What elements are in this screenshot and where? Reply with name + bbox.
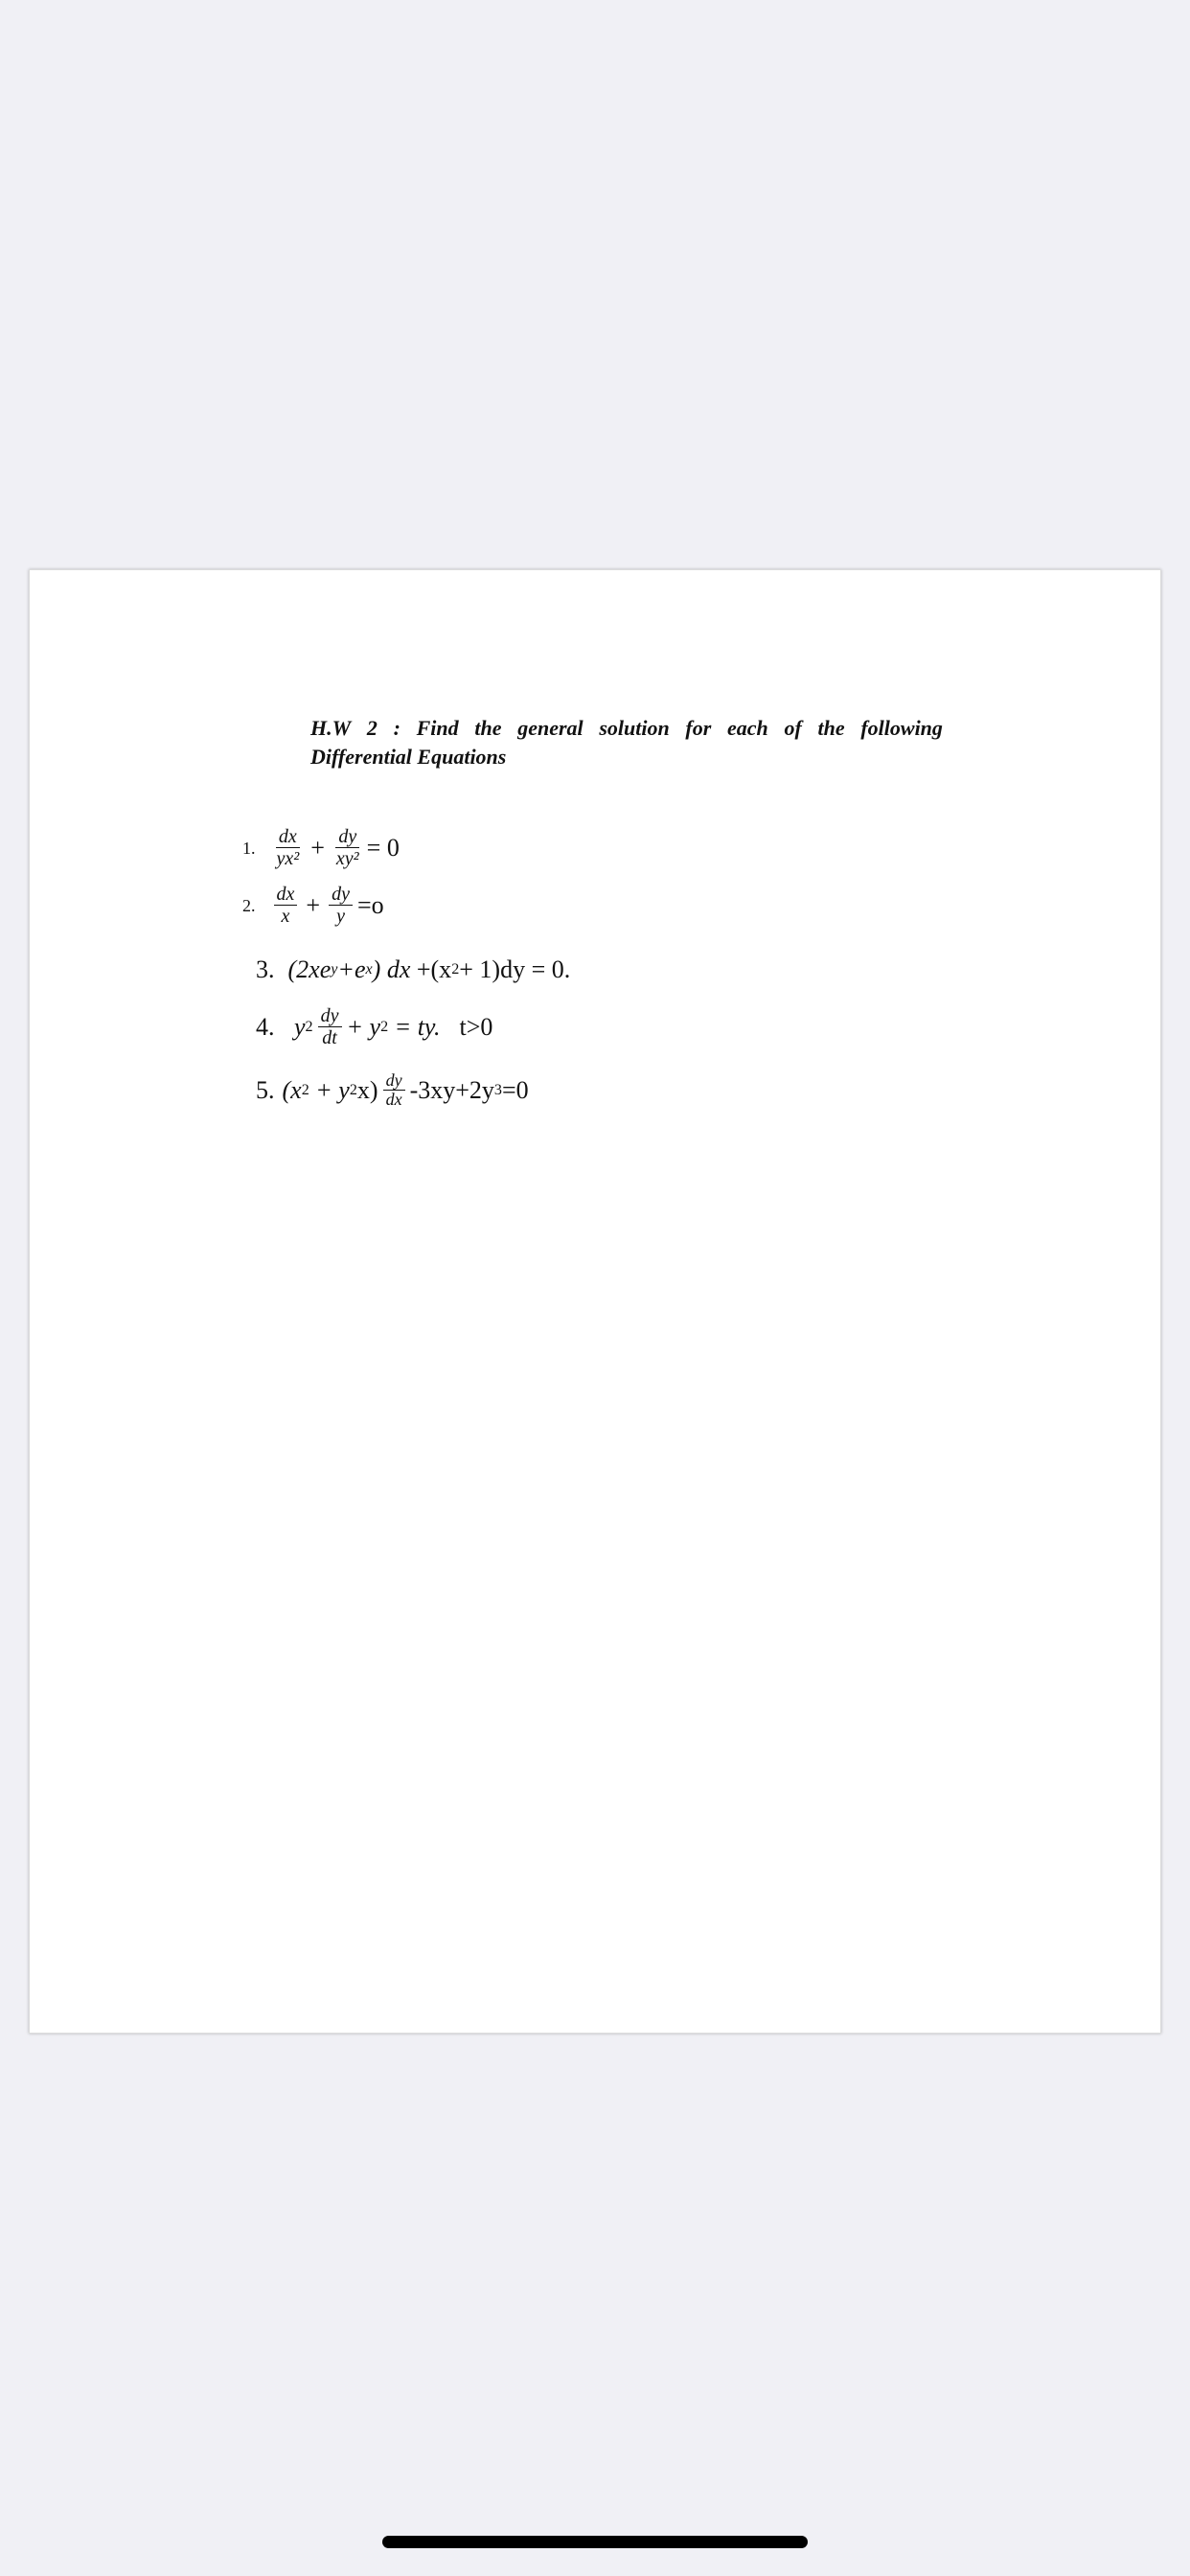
term: ) dx [372, 955, 411, 983]
equation-number: 1. [242, 838, 256, 858]
heading-word: H.W [310, 716, 352, 740]
term: +e [337, 955, 366, 983]
heading-word: each [727, 716, 768, 740]
denominator: xy² [335, 848, 359, 869]
assignment-heading [310, 714, 943, 771]
numerator: dx [276, 827, 300, 848]
heading-word: for [685, 716, 712, 740]
heading-line-1 [310, 714, 943, 743]
denominator: dx [385, 1089, 402, 1109]
fraction [383, 1071, 405, 1110]
term: + 1)dy = 0. [459, 955, 571, 983]
heading-word: of [784, 716, 802, 740]
numerator: dy [318, 1006, 342, 1027]
numerator: dy [329, 885, 353, 906]
equation-2 [242, 885, 384, 927]
equation-1 [242, 827, 400, 869]
equation-3: 3. (2xe y +e x ) dx +(x 2 + 1)dy = 0. [256, 955, 571, 983]
heading-word: the [817, 716, 845, 740]
heading-word: general [517, 716, 584, 740]
equation-4: 4. y 2 $\frac{dy}{dt}$ + y 2 = ty. t>0 [256, 1005, 493, 1048]
equation-tail: =o [356, 891, 384, 919]
heading-word: following [860, 716, 943, 740]
heading-word: 2 [366, 716, 378, 740]
term: -3xy+2y [409, 1075, 494, 1104]
term: +(x [416, 955, 452, 983]
term: (x [282, 1075, 302, 1104]
exponent: y [331, 961, 338, 978]
denominator: x [281, 906, 290, 927]
denominator: y [336, 906, 345, 927]
fraction [274, 827, 303, 869]
heading-word: : [393, 716, 400, 740]
term: x) [356, 1075, 378, 1104]
numerator: dy [335, 827, 359, 848]
equation-tail: = 0 [366, 834, 400, 862]
heading-line-2: Differential Equations [310, 745, 507, 769]
equation-number: 5. [256, 1075, 275, 1104]
home-indicator[interactable] [382, 2536, 808, 2548]
numerator: dx [274, 885, 298, 906]
term: + y [346, 1013, 381, 1041]
exponent: x [365, 961, 373, 978]
numerator: dy [383, 1071, 405, 1091]
denominator: dt [322, 1027, 337, 1048]
fraction [274, 885, 298, 927]
condition: t>0 [459, 1013, 493, 1041]
term: (2xe [287, 955, 332, 983]
document-page [29, 569, 1161, 2034]
term: = ty. [394, 1013, 441, 1041]
equation-5: 5. (x 2 + y 2 x) $\frac{dy}{dx}$ -3xy+2y 3 =0 [256, 1070, 529, 1109]
term: y [294, 1013, 306, 1041]
heading-word: solution [599, 716, 670, 740]
denominator: yx² [276, 848, 300, 869]
heading-word: Find [416, 716, 459, 740]
equation-number: 3. [256, 955, 275, 983]
fraction [318, 1006, 342, 1048]
equation-number: 2. [242, 895, 256, 915]
equation-number: 4. [256, 1013, 275, 1041]
fraction [329, 885, 353, 927]
term: =0 [501, 1075, 529, 1104]
fraction [333, 827, 362, 869]
operator: + [306, 891, 321, 919]
heading-word: the [474, 716, 502, 740]
operator: + [310, 834, 325, 862]
term: + y [315, 1075, 350, 1104]
